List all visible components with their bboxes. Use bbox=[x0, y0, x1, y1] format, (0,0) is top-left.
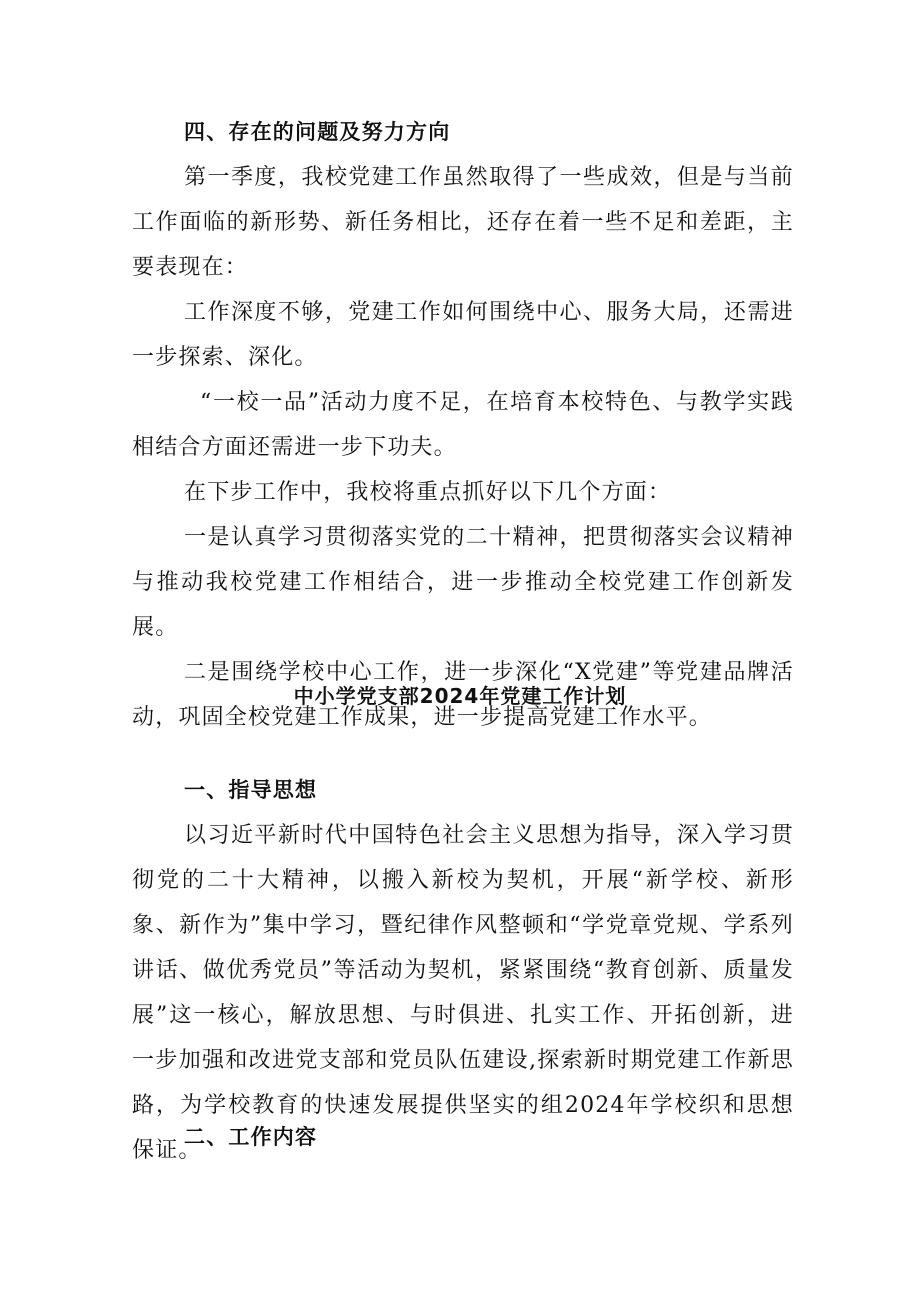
section-one-paragraph: 以习近平新时代中国特色社会主义思想为指导，深入学习贯彻党的二十大精神，以搬入新校为契机，开展“新学校、新形象、新作为”集中学习，暨纪律作风整顿和“学党章党规、学系列讲话、做优秀党员”等活动为契机，紧紧围绕“教育创新、质量发展”这一核心，解放思想、与时俱进、扎实工作、开拓创新，进一步加强和改进党支部和党员队伍建设,探索新时期党建工作新思路，为学校教育的快速发展提供坚实的组2024年学校织和思想保证。 bbox=[132, 823, 794, 1163]
section-one bbox=[132, 768, 794, 1173]
section-four-heading: 四、存在的问题及努力方向 bbox=[184, 120, 451, 144]
section-one-heading: 一、指导思想 bbox=[184, 778, 318, 802]
section-four-paragraph-2: 工作深度不够，党建工作如何围绕中心、服务大局，还需进一步探索、深化。 bbox=[132, 300, 794, 370]
section-four-paragraph-1: 第一季度，我校党建工作虽然取得了一些成效，但是与当前工作面临的新形势、新任务相比，还存在着一些不足和差距，主要表现在： bbox=[132, 165, 794, 280]
section-four bbox=[132, 110, 794, 740]
section-two bbox=[132, 1115, 794, 1160]
section-four-paragraph-4: 在下步工作中，我校将重点抓好以下几个方面： bbox=[184, 480, 672, 505]
section-four-paragraph-3: “一校一品”活动力度不足，在培育本校特色、与教学实践相结合方面还需进一步下功夫。 bbox=[132, 390, 794, 460]
document-title: 中小学党支部2024年党建工作计划 bbox=[293, 684, 627, 708]
section-four-paragraph-5: 一是认真学习贯彻落实党的二十精神，把贯彻落实会议精神与推动我校党建工作相结合，进一步推动全校党建工作创新发展。 bbox=[132, 525, 794, 640]
section-four-paragraph-6: 二是围绕学校中心工作，进一步深化“X党建”等党建品牌活动，巩固全校党建工作成果，进一步提高党建工作水平。 bbox=[132, 660, 794, 730]
section-two-heading: 二、工作内容 bbox=[184, 1125, 318, 1149]
